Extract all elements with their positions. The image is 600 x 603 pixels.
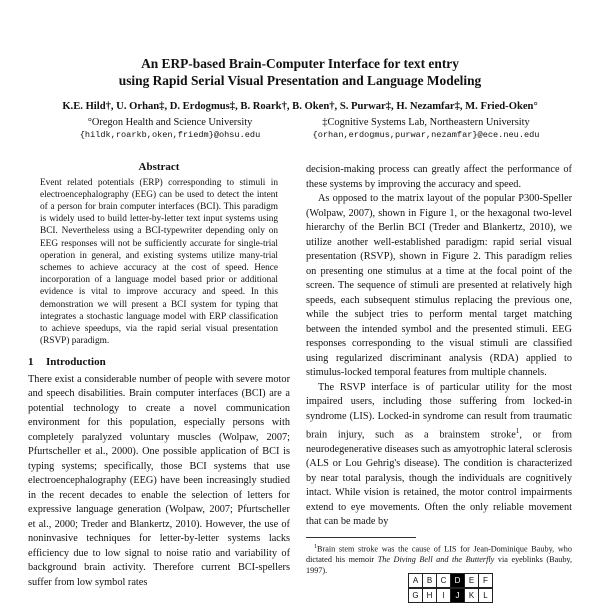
- matrix-cell: E: [464, 573, 479, 588]
- section-number: 1: [28, 356, 34, 369]
- footnote: [306, 542, 572, 576]
- matrix-cell: K: [464, 588, 479, 603]
- matrix-cell: L: [478, 588, 493, 603]
- footnote-mark: 1: [314, 543, 317, 550]
- affiliation-right: [276, 116, 576, 142]
- abstract-heading: Abstract: [138, 161, 180, 173]
- affiliation-right-name: ‡Cognitive Systems Lab, Northeastern University: [322, 117, 530, 128]
- right-paragraph-2: As opposed to the matrix layout of the popular P300-Speller (Wolpaw, 2007), shown in Figure 1, or the hexagonal two-level hierarchy of the Berlin BCI (Treder and Blankertz, 2010), we utilize another well-established paradigm: rapid serial visual presentation (RSVP), shown in Figure 2. This paradigm relies on presenting one stimulus at a time at the focal point of the screen. The sequence of stimuli are presented at relatively high speeds, each subsequent stimulus replacing the previous one, while the subject tries to perform mental target matching between the intended symbol and the presented stimuli. EEG responses corresponding to the visual stimuli are classified using regularized discriminant analysis (RDA) applied to stimulus-locked temporal features from multiple channels.: [306, 193, 572, 378]
- affiliation-left: [52, 116, 288, 142]
- matrix-cell: I: [436, 588, 451, 603]
- section-title: Introduction: [46, 356, 106, 369]
- affiliation-left-name: °Oregon Health and Science University: [87, 117, 253, 128]
- matrix-cell: H: [422, 588, 437, 603]
- abstract-text: Event related potentials (ERP) corresponding to stimuli in electroencephalography (EEG) can be used to detect the intent of a person for brain computer interfaces (BCI). This paradigm is widely used to build letter-by-letter text input systems using BCI. Nevertheless using a BCI-typewriter depending only on EEG responses will not be sufficiently accurate for single-trial operation in general, and existing systems utilize many-trial schemes to achieve accuracy at the cost of speed. Hence incorporation of a language model based prior or additional evidence is vital to improve accuracy and speed. In this demonstration we will present a BCI system for typing that integrates a stochastic language model with ERP classification to achieve speedups, via the rapid serial visual presentation (RSVP) paradigm.: [40, 177, 278, 347]
- title-line-2: using Rapid Serial Visual Presentation and Language Modeling: [118, 73, 482, 88]
- matrix-cell: B: [422, 573, 437, 588]
- matrix-cell-highlighted: D: [450, 573, 465, 588]
- right-paragraph-3-start: The RSVP interface is of particular utility for the most impaired users, including those suffering from locked-in syndrome (LIS). Locked-in syndrome can result from traumatic brain injury, such as a brainstem stroke: [306, 381, 572, 441]
- intro-paragraph: There exist a considerable number of people with severe motor and speech disabilities. Brain computer interfaces (BCI) are a potential technology to create a novel communication environment for this population, especially persons with completely paralyzed voluntary muscles (Wolpaw, 2007; Pfurtscheller et al., 2000). One possible application of BCI is typing systems; specifically, those BCI systems that use electroencephalography (EEG) have been increasingly studied in the recent decades to enable the selection of letters for expressive language generation (Wolpaw, 2007; Pfurtscheller et al., 2000; Treder and Blankertz, 2010). However, the use of noninvasive techniques for letter-by-letter systems lacks efficiency due to low signal to noise ratio and variability of background brain activity. Therefore current BCI-spellers suffer from low symbol rates: [28, 373, 290, 588]
- matrix-cell: G: [408, 588, 423, 603]
- title-line-1: An ERP-based Brain-Computer Interface for text entry: [141, 56, 459, 71]
- footnote-book-title: The Diving Bell and the Butterfly: [377, 555, 495, 565]
- matrix-cell: A: [408, 573, 423, 588]
- p300-letter-matrix: [408, 573, 492, 603]
- matrix-cell: C: [436, 573, 451, 588]
- paper-title: [40, 55, 560, 89]
- right-paragraph-1: decision-making process can greatly affect the performance of these systems by improving the accuracy and speed.: [306, 164, 572, 190]
- author-list: K.E. Hild†, U. Orhan‡, D. Erdogmus‡, B. Roark†, B. Oken†, S. Purwar‡, H. Nezamfar‡, M. Fried-Oken°: [62, 101, 538, 112]
- footnote-text-end: via eyeblinks (Bauby, 1997).: [306, 555, 573, 575]
- email-right: {orhan,erdogmus,purwar,nezamfar}@ece.neu.edu: [312, 130, 540, 140]
- matrix-cell-highlighted: J: [450, 588, 465, 603]
- right-column: [306, 163, 572, 576]
- left-column: [28, 160, 290, 590]
- email-left: {hildk,roarkb,oken,friedm}@ohsu.edu: [79, 130, 261, 140]
- footnote-reference[interactable]: 1: [515, 427, 520, 435]
- footnote-text-start: Brain stem stroke was the cause of LIS for Jean-Dominique Bauby, who dictated his memoir: [306, 544, 572, 565]
- section-heading-introduction: [28, 355, 290, 370]
- footnote-divider: [306, 537, 416, 538]
- right-paragraph-3-end: , or from neurodegenerative diseases such as amyotrophic lateral sclerosis (ALS or Lou Gehrig's disease). The condition is characterized by near total paralysis, though the individuals are cognitively intact. While vision is retained, the motor control impairments extend to eye movements. Often the only reliable movement that can be made by: [306, 429, 572, 528]
- right-paragraph-3: [306, 381, 572, 530]
- matrix-cell: F: [478, 573, 493, 588]
